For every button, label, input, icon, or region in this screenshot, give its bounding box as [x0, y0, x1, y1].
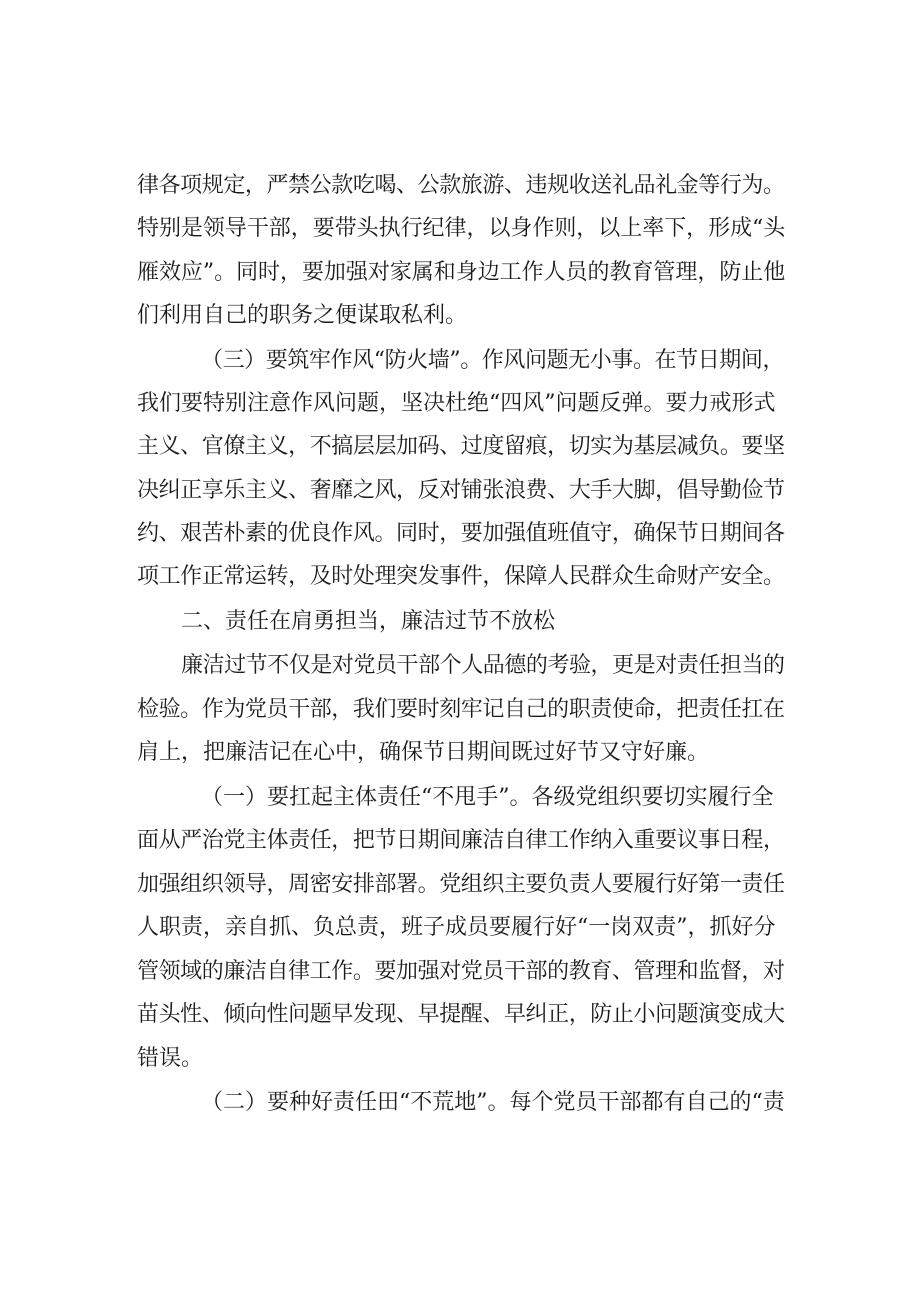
text-line-8 [0, 468, 920, 514]
text-line-19 [0, 949, 920, 995]
section-heading [0, 599, 920, 645]
line-text: 廉洁过节不仅是对党员干部个人品德的考验，更是对责任担当的 [181, 653, 785, 678]
line-text: 主义、官僚主义，不搞层层加码、过度留痕，切实为基层减负。要坚 [137, 434, 785, 459]
line-text: 我们要特别注意作风问题，坚决杜绝“四风”问题反弹。要力戒形式 [137, 391, 776, 416]
text-line-1 [0, 163, 920, 209]
line-text: 约、艰苦朴素的优良作风。同时，要加强值班值守，确保节日期间各 [137, 521, 785, 546]
text-line-21 [0, 1036, 920, 1082]
line-text: 管领域的廉洁自律工作。要加强对党员干部的教育、管理和监督，对 [137, 959, 785, 984]
line-text: 苗头性、倾向性问题早发现、早提醒、早纠正，防止小问题演变成大 [137, 1002, 785, 1027]
line-text: 加强组织领导，周密安排部署。党组织主要负责人要履行好第一责任 [137, 872, 785, 897]
line-text: 们利用自己的职务之便谋取私利。 [137, 303, 468, 328]
line-text: 人职责，亲自抓、负总责，班子成员要履行好“一岗双责”，抓好分 [137, 915, 776, 940]
heading-text: 二、责任在肩勇担当，廉洁过节不放松 [181, 609, 556, 634]
line-text: 律各项规定，严禁公款吃喝、公款旅游、违规收送礼品礼金等行为。 [137, 173, 785, 198]
line-text: 决纠正享乐主义、奢靡之风，反对铺张浪费、大手大脚，倡导勤俭节 [137, 478, 785, 503]
text-line-5 [0, 338, 920, 384]
text-line-15 [0, 775, 920, 821]
text-line-7 [0, 424, 920, 470]
text-line-14 [0, 730, 920, 776]
line-text: 检验。作为党员干部，我们要时刻牢记自己的职责使命，把责任扛在 [137, 697, 785, 722]
line-text: 面从严治党主体责任，把节日期间廉洁自律工作纳入重要议事日程， [137, 828, 785, 853]
text-line-2 [0, 206, 920, 252]
line-text: （三）要筑牢作风“防火墙”。作风问题无小事。在节日期间， [201, 348, 785, 373]
text-line-4 [0, 293, 920, 339]
text-line-16 [0, 818, 920, 864]
text-line-17 [0, 862, 920, 908]
line-text: （一）要扛起主体责任“不甩手”。各级党组织要切实履行全 [201, 785, 774, 810]
line-text: 雁效应”。同时，要加强对家属和身边工作人员的教育管理，防止他 [137, 260, 786, 285]
text-line-22 [0, 1080, 920, 1126]
line-text: 错误。 [137, 1046, 204, 1071]
text-line-10 [0, 554, 920, 600]
line-text: （二）要种好责任田“不荒地”。每个党员干部都有自己的“责 [201, 1090, 785, 1115]
text-line-12 [0, 643, 920, 689]
line-text: 肩上，把廉洁记在心中，确保节日期间既过好节又守好廉。 [137, 740, 710, 765]
text-line-9 [0, 511, 920, 557]
text-line-20 [0, 992, 920, 1038]
line-text: 特别是领导干部，要带头执行纪律，以身作则，以上率下，形成“头 [137, 216, 786, 241]
line-text: 项工作正常运转，及时处理突发事件，保障人民群众生命财产安全。 [137, 564, 785, 589]
text-line-18 [0, 905, 920, 951]
text-line-3 [0, 250, 920, 296]
text-line-13 [0, 687, 920, 733]
text-line-6 [0, 381, 920, 427]
